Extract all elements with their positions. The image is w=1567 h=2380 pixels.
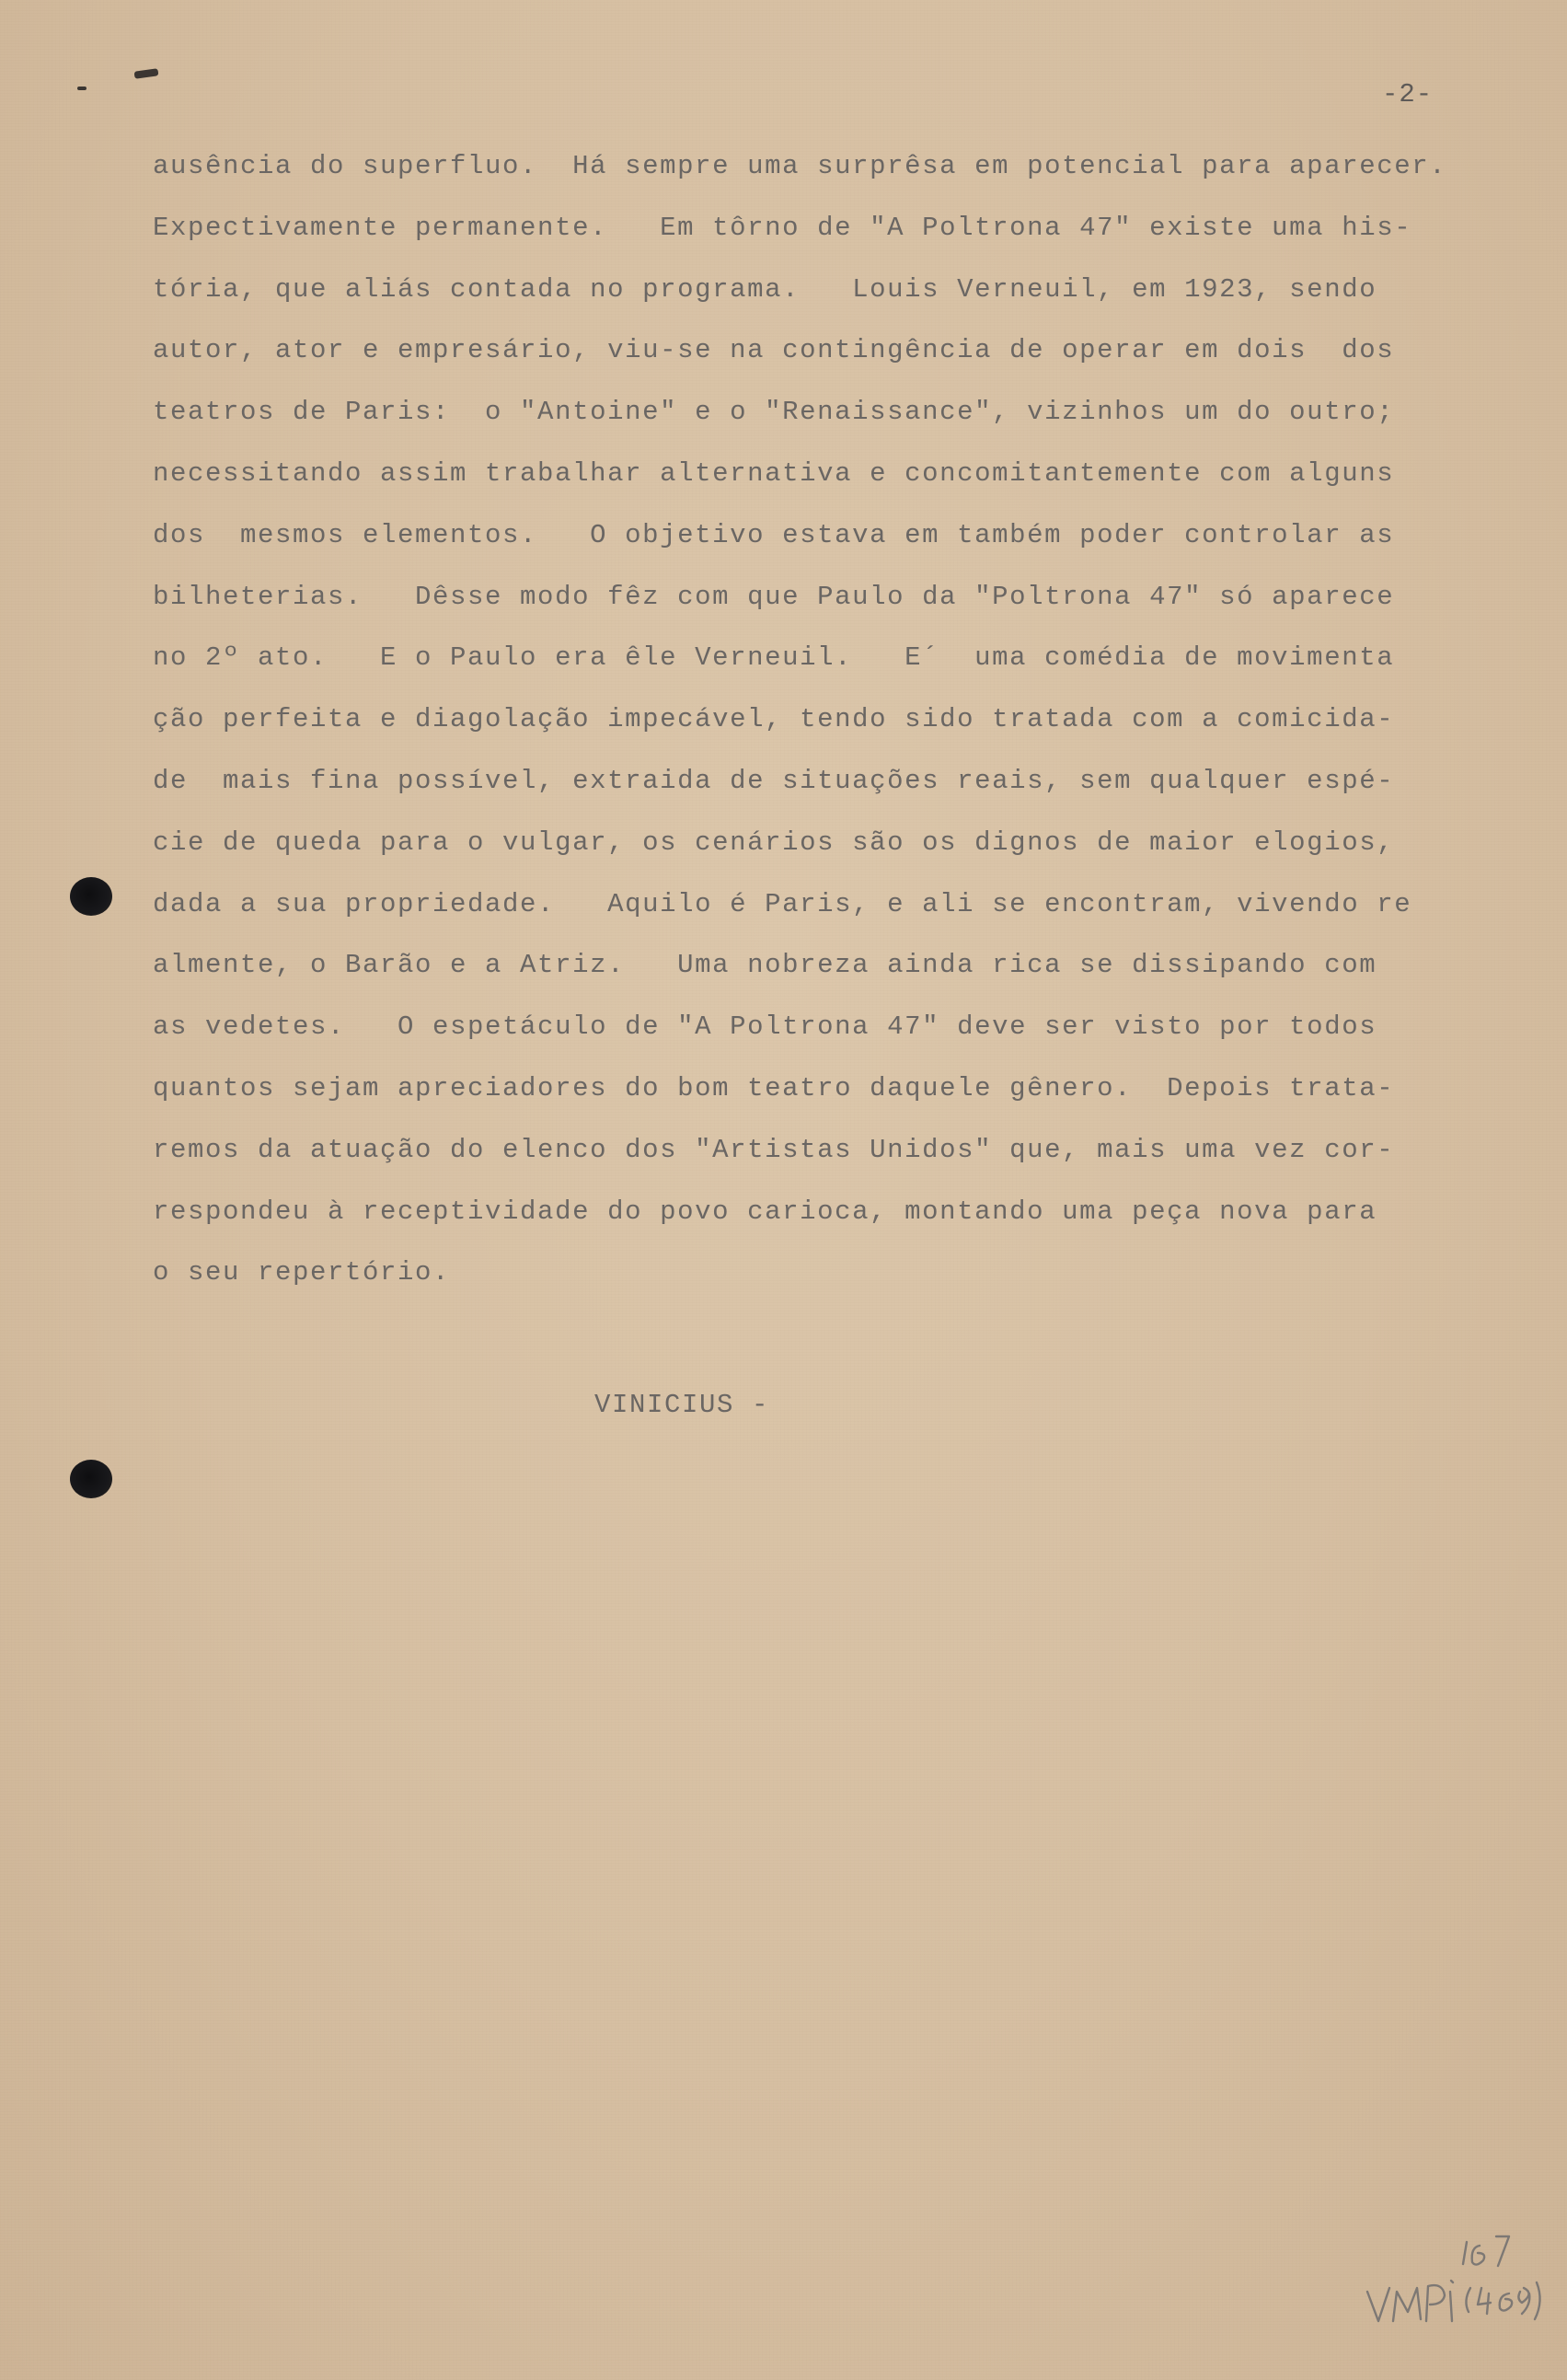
handwritten-mark bbox=[1360, 2209, 1553, 2338]
text-line: bilheterias. Dêsse modo fêz com que Paulo da "Poltrona 47" só aparece bbox=[153, 581, 1395, 612]
text-line: as vedetes. O espetáculo de "A Poltrona 47" deve ser visto por todos bbox=[153, 1011, 1377, 1043]
text-line: quantos sejam apreciadores do bom teatro daquele gênero. Depois trata- bbox=[153, 1072, 1395, 1103]
page-number: -2- bbox=[1382, 79, 1434, 110]
typewritten-body bbox=[153, 136, 1515, 1304]
punch-hole bbox=[70, 877, 112, 916]
text-line: respondeu à receptividade do povo carioca, montando uma peça nova para bbox=[153, 1196, 1377, 1227]
text-line: necessitando assim trabalhar alternativa e concomitantemente com alguns bbox=[153, 457, 1395, 489]
archive-pencil-annotation bbox=[1360, 2209, 1553, 2338]
punch-hole bbox=[70, 1460, 112, 1498]
text-line: de mais fina possível, extraida de situações reais, sem qualquer espé- bbox=[153, 765, 1395, 796]
corner-ink-mark bbox=[134, 68, 159, 79]
text-line: almente, o Barão e a Atriz. Uma nobreza ainda rica se dissipando com bbox=[153, 950, 1377, 981]
text-line: tória, que aliás contada no programa. Louis Verneuil, em 1923, sendo bbox=[153, 273, 1377, 305]
text-line: ausência do superfluo. Há sempre uma surprêsa em potencial para aparecer. bbox=[153, 151, 1447, 181]
text-line: teatros de Paris: o "Antoine" e o "Renaissance", vizinhos um do outro; bbox=[153, 397, 1395, 428]
text-line: remos da atuação do elenco dos "Artistas Unidos" que, mais uma vez cor- bbox=[153, 1134, 1395, 1165]
text-line: ção perfeita e diagolação impecável, tendo sido tratada com a comicida- bbox=[153, 704, 1395, 735]
signature: VINICIUS - bbox=[594, 1390, 770, 1420]
text-line: o seu repertório. bbox=[153, 1257, 451, 1288]
text-line: no 2º ato. E o Paulo era êle Verneuil. E´ uma comédia de movimenta bbox=[153, 642, 1395, 674]
text-line: dos mesmos elementos. O objetivo estava em também poder controlar as bbox=[153, 519, 1395, 550]
text-line: cie de queda para o vulgar, os cenários são os dignos de maior elogios, bbox=[153, 826, 1395, 858]
text-line: dada a sua propriedade. Aquilo é Paris, e ali se encontram, vivendo re bbox=[153, 888, 1412, 919]
text-line: autor, ator e empresário, viu-se na contingência de operar em dois dos bbox=[153, 335, 1395, 366]
corner-ink-dot bbox=[77, 87, 86, 90]
text-line: Expectivamente permanente. Em tôrno de "A Poltrona 47" existe uma his- bbox=[153, 212, 1412, 243]
